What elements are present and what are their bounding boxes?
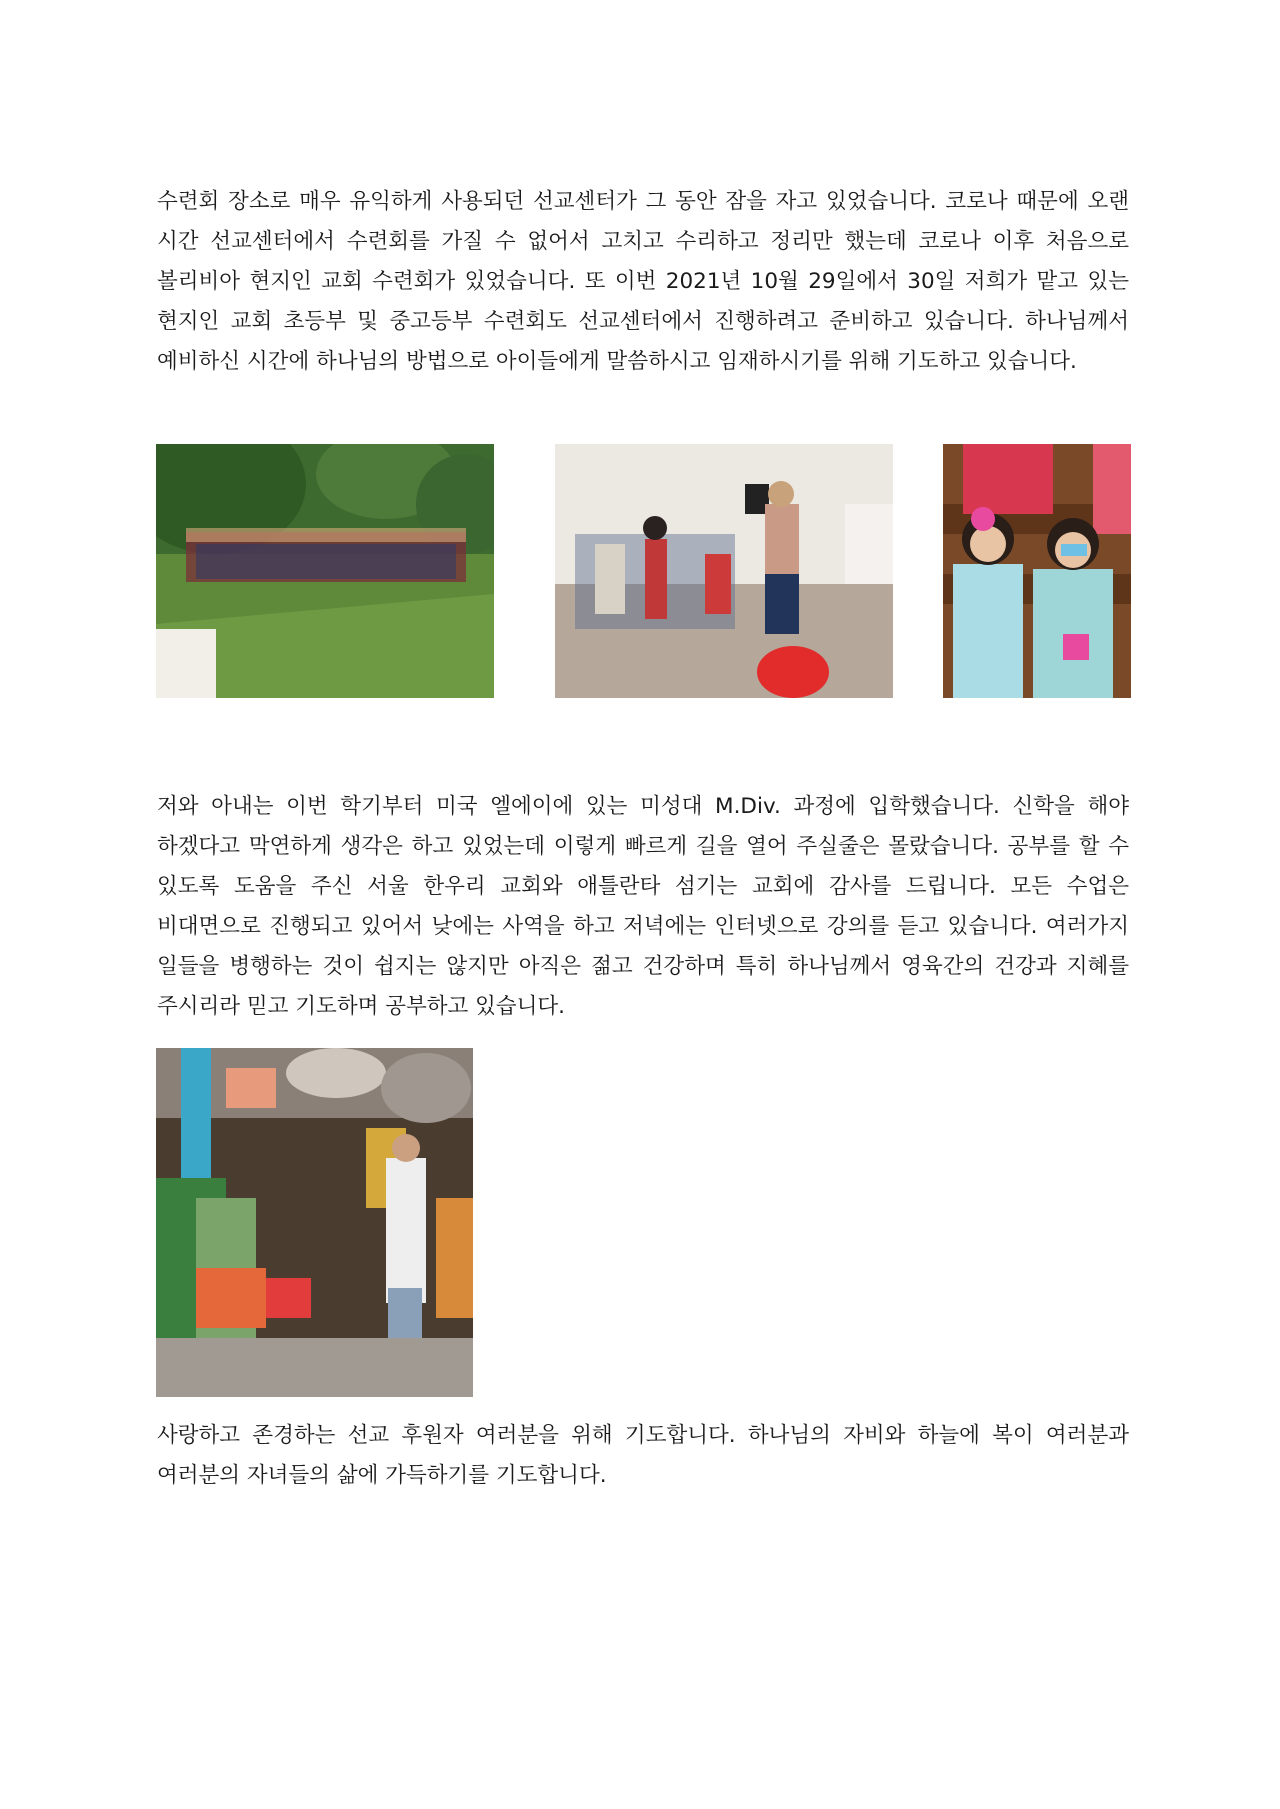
paragraph-retreat: 수련회 장소로 매우 유익하게 사용되던 선교센터가 그 동안 잠을 자고 있었습니다. 코로나 때문에 오랜 시간 선교센터에서 수련회를 가질 수 없어서 고치고 수리하고 정리만 했는데 코로나 이후 처음으로 볼리비아 현지인 교회 수련회가 있었습니다. 또 이번 2021년 10월 29일에서 30일 저희가 맡고 있는 현지인 교회 초등부 및 중고등부 수련회도 선교센터에서 진행하려고 준비하고 있습니다. 하나님께서 예비하신 시간에 하나님의 방법으로 아이들에게 말씀하시고 임재하시기를 위해 기도하고 있습니다. [157, 189, 1129, 374]
photo-group-outdoor [156, 444, 494, 698]
photo-girls-praying [943, 444, 1131, 698]
paragraph-seminary: 저와 아내는 이번 학기부터 미국 엘에이에 있는 미성대 M.Div. 과정에 입학했습니다. 신학을 해야 하겠다고 막연하게 생각은 하고 있었는데 이렇게 빠르게 길을 열어 주실줄은 몰랐습니다. 공부를 할 수 있도록 도움을 주신 서울 한우리 교회와 애틀란타 섬기는 교회에 감사를 드립니다. 모든 수업은 비대면으로 진행되고 있어서 낮에는 사역을 하고 저녁에는 인터넷으로 강의를 듣고 있습니다. 여러가지 일들을 병행하는 것이 쉽지는 않지만 아직은 젊고 건강하며 특히 하나님께서 영육간의 건강과 지혜를 주시리라 믿고 기도하며 공부하고 있습니다. [157, 794, 1129, 1019]
paragraph-prayer: 사랑하고 존경하는 선교 후원자 여러분을 위해 기도합니다. 하나님의 자비와 하늘에 복이 여러분과 여러분의 자녀들의 삶에 가득하기를 기도합니다. [157, 1423, 1129, 1488]
photo-children-indoor [555, 444, 893, 698]
photo-hardware-shop [156, 1048, 473, 1397]
